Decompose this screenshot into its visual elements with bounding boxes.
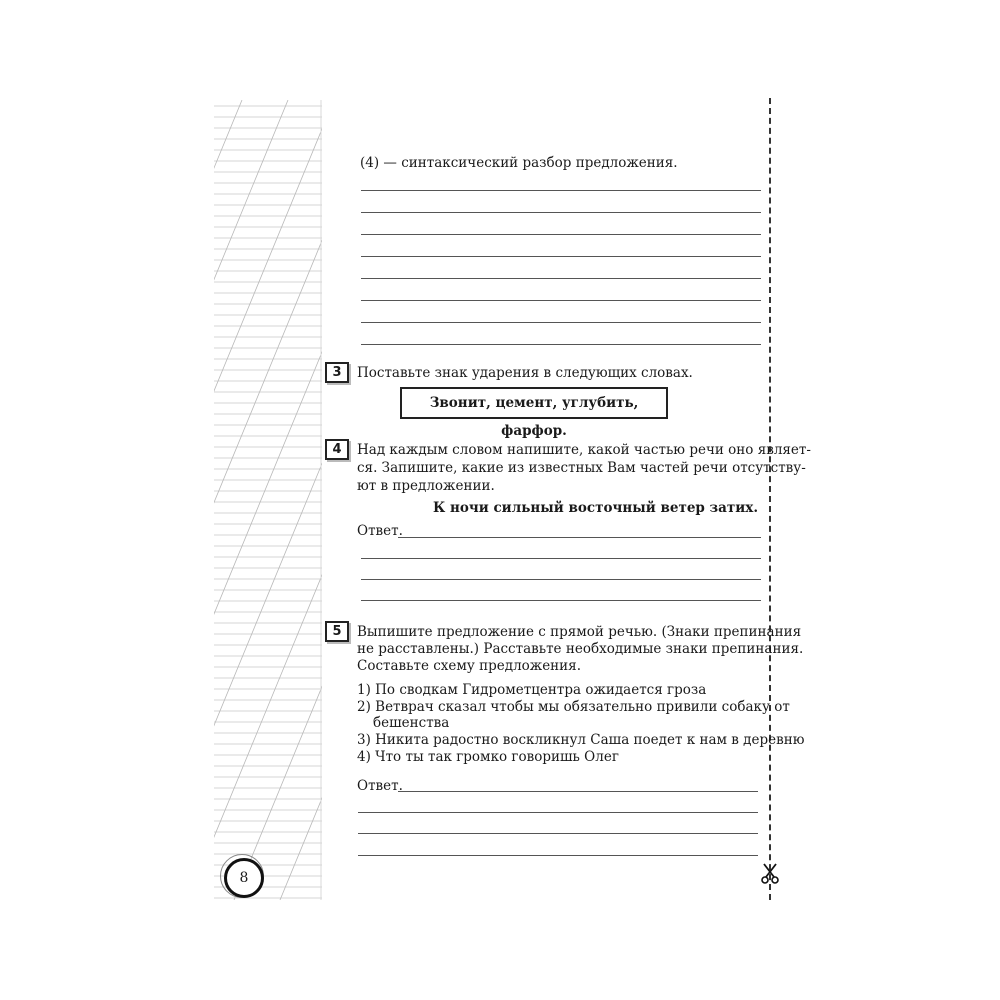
answer-line[interactable] bbox=[361, 190, 761, 191]
margin-slant bbox=[214, 100, 322, 900]
cut-line bbox=[769, 98, 771, 900]
margin-slant bbox=[234, 100, 322, 900]
task-5-option-2: 2) Ветврач сказал чтобы мы обязательно привили собаку от bbox=[357, 699, 790, 715]
margin-slant bbox=[214, 100, 322, 900]
task-4-number: 4 bbox=[325, 439, 349, 460]
task-5-answer-label: Ответ. bbox=[357, 778, 403, 794]
answer-line[interactable] bbox=[361, 322, 761, 323]
page-number: 8 bbox=[224, 858, 264, 898]
answer-line[interactable] bbox=[361, 212, 761, 213]
task-4-line-1: Над каждым словом напишите, какой частью речи оно являет- bbox=[357, 442, 811, 458]
margin-slant bbox=[214, 100, 322, 900]
task-4-sentence: К ночи сильный восточный ветер затих. bbox=[433, 500, 759, 516]
margin-slant bbox=[214, 100, 322, 900]
margin-slant bbox=[214, 100, 288, 900]
answer-line[interactable] bbox=[361, 300, 761, 301]
task-4-line-2: ся. Запишите, какие из известных Вам частей речи отсутству- bbox=[357, 460, 806, 476]
answer-line[interactable] bbox=[361, 579, 761, 580]
answer-line[interactable] bbox=[358, 855, 758, 856]
answer-line[interactable] bbox=[358, 833, 758, 834]
answer-line[interactable] bbox=[361, 256, 761, 257]
task-5-option-1: 1) По сводкам Гидрометцентра ожидается гроза bbox=[357, 682, 707, 698]
task-5-option-3: 3) Никита радостно воскликнул Саша поедет к нам в деревню bbox=[357, 732, 805, 748]
task-5-option-2-cont: бешенства bbox=[373, 715, 450, 731]
margin-slant bbox=[214, 100, 322, 900]
answer-line[interactable] bbox=[358, 812, 758, 813]
task-3-instruction: Поставьте знак ударения в следующих словах. bbox=[357, 365, 693, 381]
answer-line[interactable] bbox=[398, 791, 758, 792]
task-4-line-3: ют в предложении. bbox=[357, 478, 495, 494]
answer-line[interactable] bbox=[361, 558, 761, 559]
margin-guide-strip bbox=[214, 100, 322, 900]
answer-line[interactable] bbox=[361, 278, 761, 279]
task-3-words-box: Звонит, цемент, углубить, фарфор. bbox=[400, 387, 668, 419]
task-5-number: 5 bbox=[325, 621, 349, 642]
margin-guide-lines bbox=[214, 100, 322, 900]
task-5-line-3: Составьте схему предложения. bbox=[357, 658, 581, 674]
scissors-icon bbox=[760, 862, 780, 884]
task-5-line-2: не расставлены.) Расставьте необходимые знаки препинания. bbox=[357, 641, 804, 657]
task-5-line-1: Выпишите предложение с прямой речью. (Знаки препинания bbox=[357, 624, 802, 640]
answer-line[interactable] bbox=[398, 537, 761, 538]
task-4-answer-label: Ответ. bbox=[357, 523, 403, 539]
margin-slant bbox=[280, 100, 322, 900]
answer-line[interactable] bbox=[361, 600, 761, 601]
task-3-number: 3 bbox=[325, 362, 349, 383]
section-4-label: (4) — синтаксический разбор предложения. bbox=[360, 155, 678, 171]
answer-line[interactable] bbox=[361, 344, 761, 345]
answer-line[interactable] bbox=[361, 234, 761, 235]
task-5-option-4: 4) Что ты так громко говоришь Олег bbox=[357, 749, 619, 765]
